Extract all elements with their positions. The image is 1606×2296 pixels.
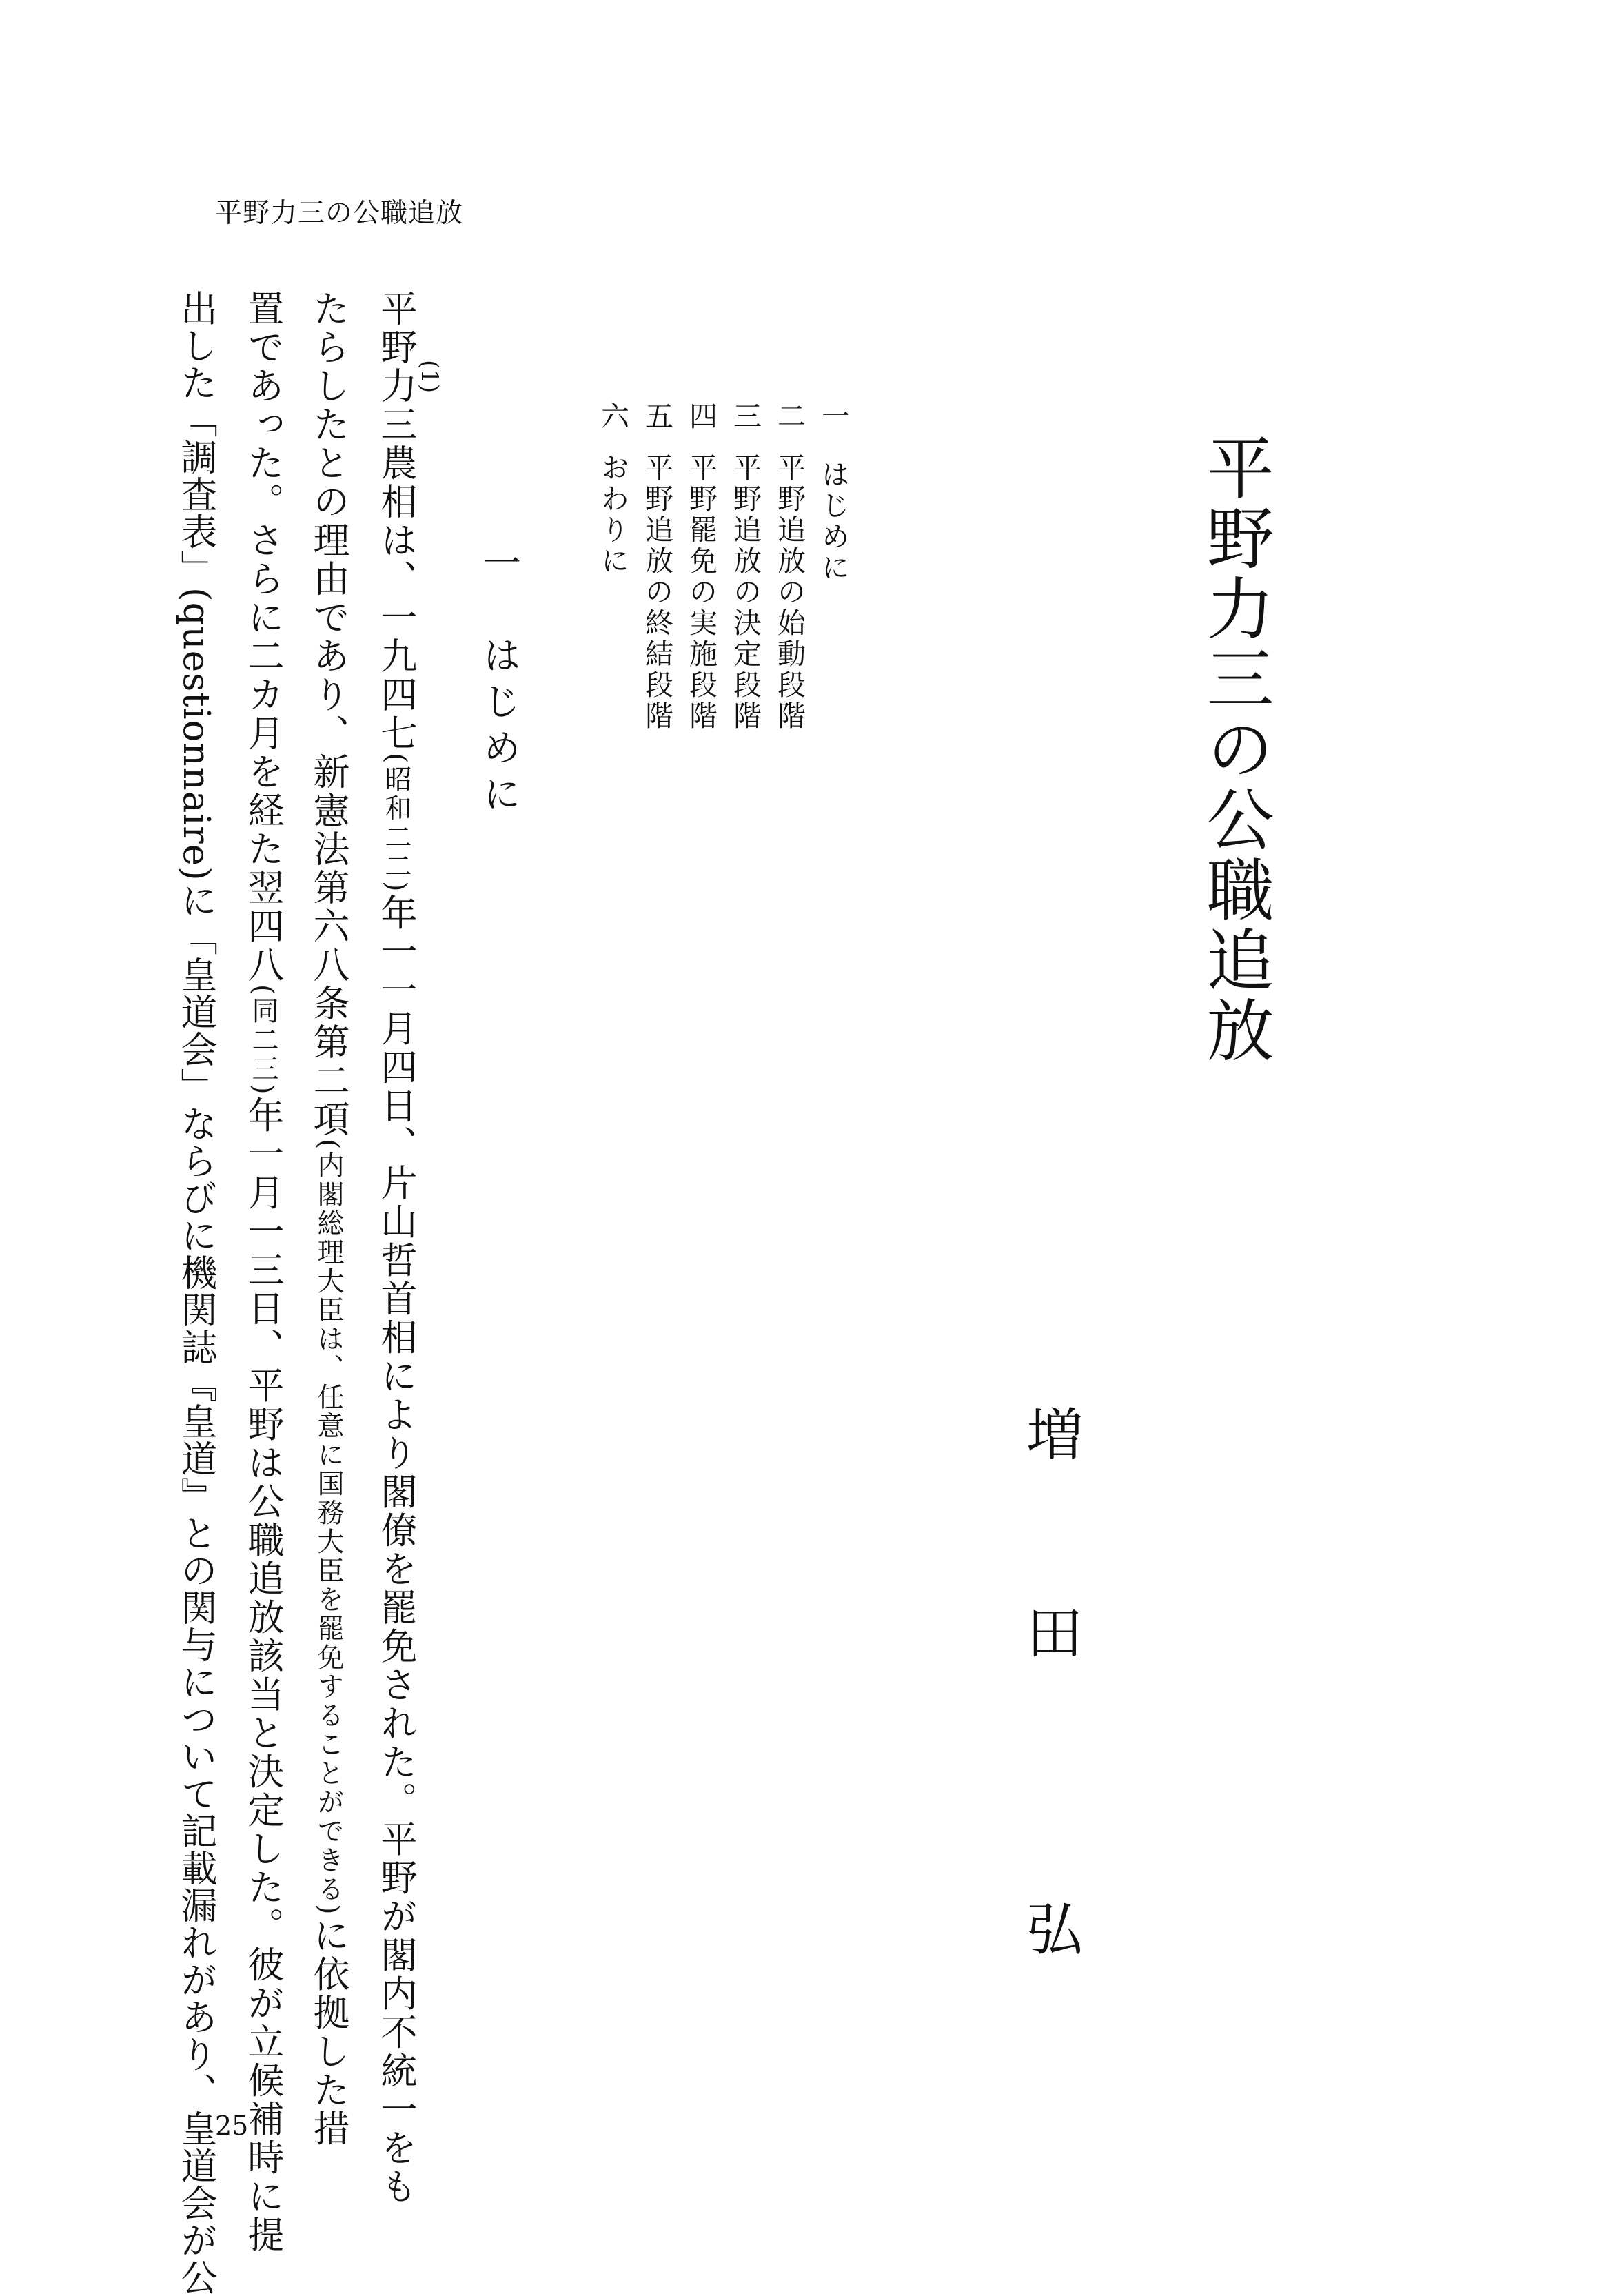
body-text: 年一一月四日、片山哲首相により閣僚を罷免された。平野が閣内不統一をも <box>375 893 417 2206</box>
body-parenthetical: (内閣総理大臣は、任意に国務大臣を罷免することができる) <box>313 1139 344 1917</box>
toc-label: 平野罷免の実施段階 <box>684 453 718 732</box>
body-text: 置であった。さらに二カ月を経た翌四八 <box>242 289 284 984</box>
body-text: 出した「調査表」(questionnaire)に「皇道会」ならびに機関誌『皇道』との関与について記載漏れがあり、皇道会が公 <box>175 289 217 2296</box>
toc-item-4 <box>684 401 718 732</box>
toc-number: 二 <box>773 401 806 432</box>
body-column-4 <box>175 289 217 2296</box>
body-column-3 <box>242 289 284 2255</box>
toc-label: 平野追放の終結段階 <box>640 453 673 732</box>
section-heading: 一 はじめに <box>477 543 521 820</box>
toc-number: 四 <box>684 401 718 432</box>
article-title: 平野力三の公職追放 <box>1195 433 1274 1066</box>
body-parenthetical: (同二三) <box>247 984 278 1097</box>
author-char-2: 田 <box>1026 1601 1083 1667</box>
toc-item-6 <box>598 401 627 577</box>
author-char-3: 弘 <box>1026 1898 1083 1963</box>
body-column-1 <box>375 289 417 2206</box>
body-text: に依拠した措 <box>307 1916 349 2148</box>
toc-label: おわりに <box>596 453 629 577</box>
toc-number: 六 <box>596 401 629 432</box>
author-char-1: 増 <box>1026 1403 1083 1468</box>
toc-item-1 <box>817 401 850 584</box>
toc-number: 三 <box>729 401 762 432</box>
body-parenthetical: (昭和二二) <box>380 753 411 894</box>
page-number: 25 <box>215 2111 249 2141</box>
body-text: 年一月一三日、平野は公職追放該当と決定した。彼が立候補時に提 <box>242 1096 284 2255</box>
body-text: たらしたとの理由であり、新憲法第六八条第二項 <box>307 289 349 1139</box>
toc-number: 一 <box>817 401 850 432</box>
toc-item-2 <box>773 401 806 732</box>
toc-label: 平野追放の始動段階 <box>773 453 806 732</box>
toc-item-3 <box>729 401 762 732</box>
running-head: 平野力三の公職追放 <box>215 198 464 229</box>
toc-label: はじめに <box>817 460 850 584</box>
body-column-2 <box>307 289 349 2148</box>
toc-item-5 <box>642 401 671 732</box>
footnote-marker: (1) <box>416 360 443 394</box>
toc-label: 平野追放の決定段階 <box>729 453 762 732</box>
toc-number: 五 <box>640 401 673 432</box>
body-text: 平野力三農相は、一九四七 <box>375 289 417 753</box>
